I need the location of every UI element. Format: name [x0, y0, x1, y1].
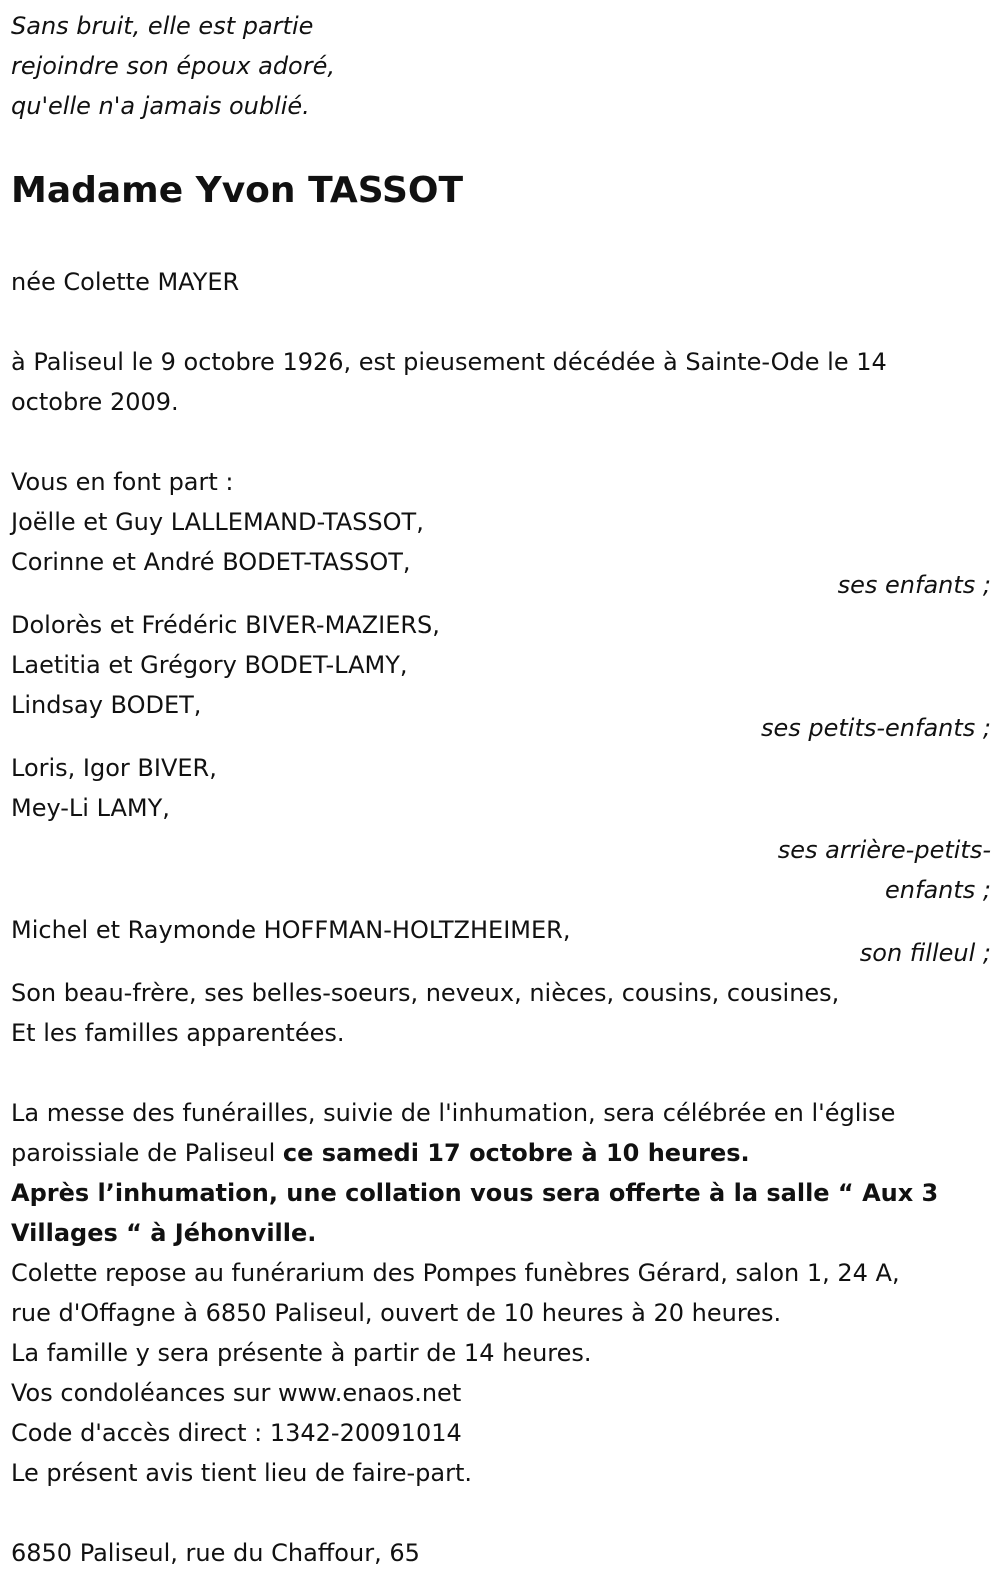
- family-line: Et les familles apparentées.: [11, 1019, 345, 1047]
- poem: [11, 6, 991, 126]
- condolences-line: Vos condoléances sur www.enaos.net: [11, 1379, 462, 1407]
- family-member: Dolorès et Frédéric BIVER-MAZIERS,: [11, 611, 440, 639]
- great-grandchildren-group: [11, 748, 991, 910]
- detail-line: rue d'Offagne à 6850 Paliseul, ouvert de 10 heures à 20 heures.: [11, 1299, 782, 1327]
- birth-name: née Colette MAYER: [11, 268, 240, 296]
- collation-line: Villages “ à Jéhonville.: [11, 1219, 317, 1247]
- detail-line: La famille y sera présente à partir de 14 heures.: [11, 1339, 592, 1367]
- grandchildren-group: [11, 605, 991, 748]
- deceased-name: Madame Yvon TASSOT: [11, 170, 464, 211]
- poem-line: qu'elle n'a jamais oublié.: [11, 92, 310, 120]
- relation-label: son filleul ;: [859, 939, 991, 967]
- family-member: Lindsay BODET,: [11, 691, 202, 719]
- relation-label: enfants ;: [885, 876, 991, 904]
- collation-line: Après l’inhumation, une collation vous sera offerte à la salle “ Aux 3: [11, 1179, 939, 1207]
- family-line: Son beau-frère, ses belles-soeurs, neveux, nièces, cousins, cousines,: [11, 979, 840, 1007]
- announce-intro: Vous en font part :: [11, 468, 234, 496]
- relation-label: ses arrière-petits-: [777, 836, 991, 864]
- access-code-line: Code d'accès direct : 1342-20091014: [11, 1419, 462, 1447]
- dates-paragraph: [11, 342, 991, 422]
- family-member: Michel et Raymonde HOFFMAN-HOLTZHEIMER,: [11, 916, 571, 944]
- dates-line: à Paliseul le 9 octobre 1926, est pieusement décédée à Sainte-Ode le 14: [11, 348, 887, 376]
- family-member: Joëlle et Guy LALLEMAND-TASSOT,: [11, 508, 424, 536]
- obituary-notice: [11, 6, 991, 1573]
- funeral-line: [11, 1133, 991, 1173]
- dates-line: octobre 2009.: [11, 388, 179, 416]
- funeral-line: La messe des funérailles, suivie de l'inhumation, sera célébrée en l'église: [11, 1099, 896, 1127]
- poem-line: Sans bruit, elle est partie: [11, 12, 314, 40]
- poem-line: rejoindre son époux adoré,: [11, 52, 335, 80]
- detail-line: Colette repose au funérarium des Pompes funèbres Gérard, salon 1, 24 A,: [11, 1259, 900, 1287]
- relation-label: ses petits-enfants ;: [760, 714, 991, 742]
- address: 6850 Paliseul, rue du Chaffour, 65: [11, 1539, 420, 1567]
- family-member: Mey-Li LAMY,: [11, 794, 170, 822]
- children-group: [11, 502, 991, 605]
- family-member: Corinne et André BODET-TASSOT,: [11, 548, 411, 576]
- family-member: Loris, Igor BIVER,: [11, 754, 217, 782]
- funeral-date: ce samedi 17 octobre à 10 heures.: [282, 1139, 750, 1167]
- godson-group: [11, 910, 991, 973]
- family-member: Laetitia et Grégory BODET-LAMY,: [11, 651, 408, 679]
- extended-family: [11, 973, 991, 1053]
- detail-line: Le présent avis tient lieu de faire-part.: [11, 1459, 473, 1487]
- funeral-paragraph: [11, 1093, 991, 1493]
- funeral-place: paroissiale de Paliseul: [11, 1139, 283, 1167]
- relation-label: ses enfants ;: [837, 571, 991, 599]
